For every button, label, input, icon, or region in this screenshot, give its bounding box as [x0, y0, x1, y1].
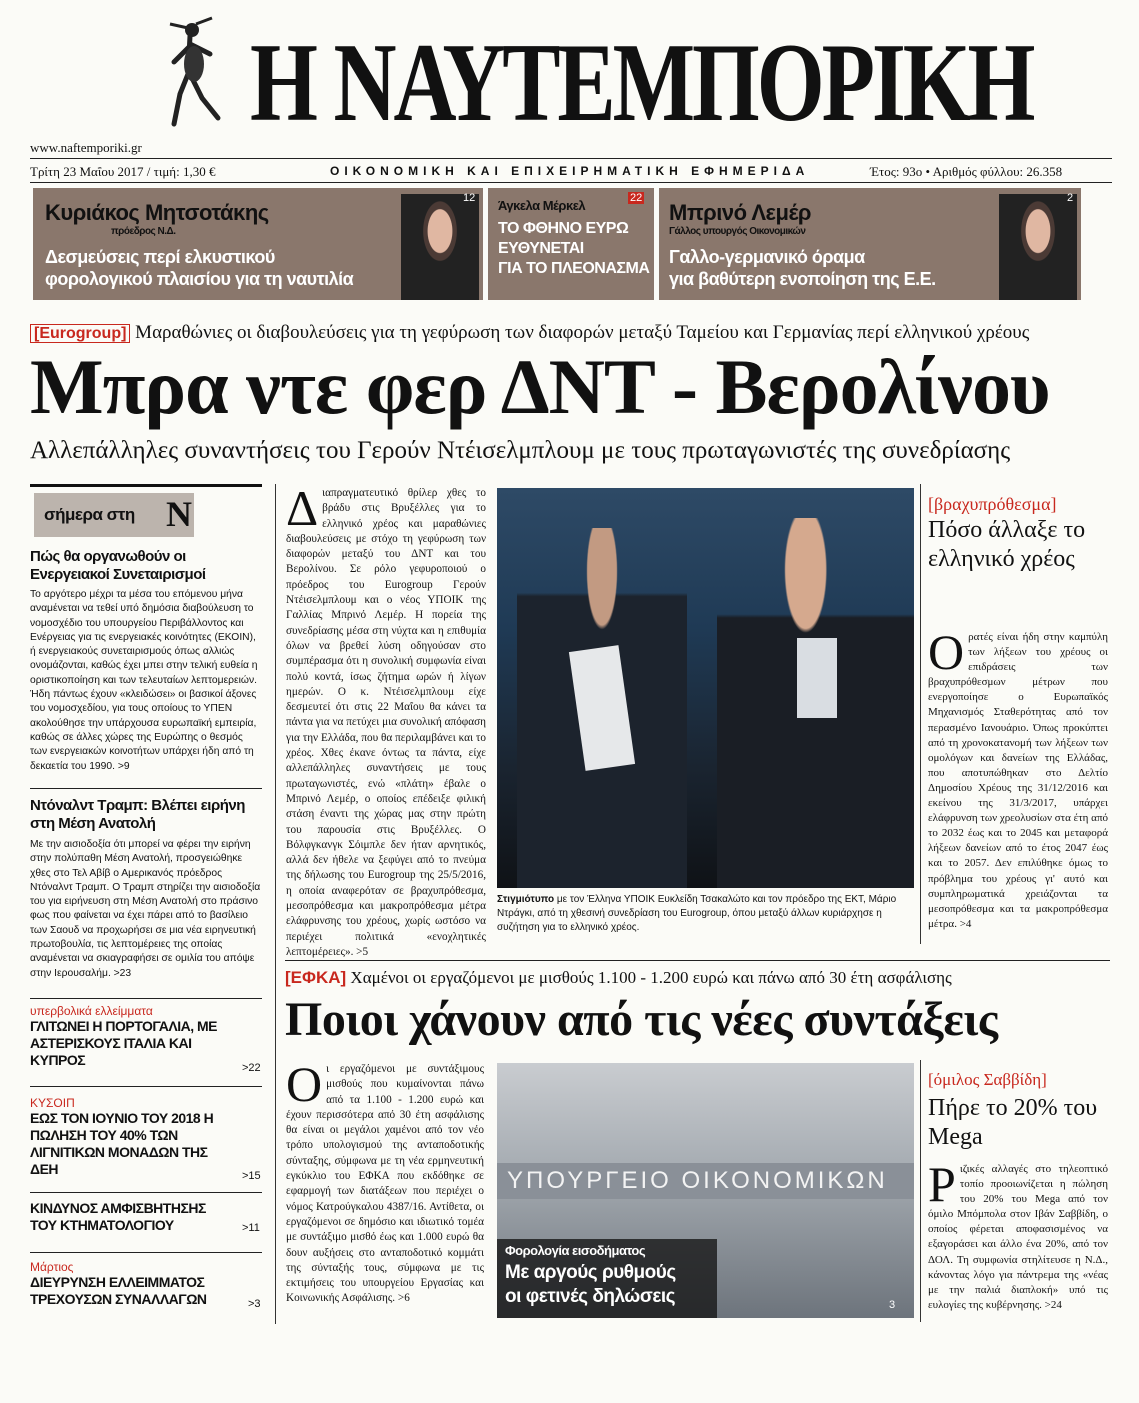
page-ref: 2 [1067, 192, 1074, 204]
masthead-title: Η ΝΑΥΤΕΜΠΟΡΙΚΗ [250, 21, 1033, 145]
teaser-lemaire[interactable] [659, 188, 1081, 300]
page-ref: 22 [630, 192, 643, 204]
overlay-line-1: Με αργούς ρυθμούς [505, 1262, 676, 1283]
dropcap: Ο [286, 1056, 323, 1112]
brief-ref: >11 [242, 1222, 260, 1234]
body-text: ιζικές αλλαγές στο τηλεοπτικό τοπίο προοιωνίζεται η πώληση του 20% του Mega από τον όμιλο Μπόμπολα στον Ιβάν Σαββίδη, ο οποίος φέρεται αποφασισμένος να εξαγοράσει και άλλο ένα 20%, από τον ΔΟΛ. Τη συμφωνία στηλίτευσε η Ν.Δ., κάνοντας λόγο για πάντρεμα της «νέας με την παλιά διαπλοκή» υπό τις ευλογίες της κυβέρνησης. >24 [928, 1163, 1108, 1311]
teaser-headline-1: Δεσμεύσεις περί ελκυστικού [45, 247, 275, 267]
photo-shirt-right [797, 638, 837, 718]
right-story-tag: [όμιλος Σαββίδη] [928, 1070, 1047, 1089]
overlay-line-2: οι φετινές δηλώσεις [505, 1286, 676, 1307]
teaser-role: Γάλλος υπουργός Οικονομικών [669, 226, 806, 237]
teaser-headline-3: ΓΙΑ ΤΟ ΠΛΕΟΝΑΣΜΑ [498, 260, 650, 277]
main-headline[interactable]: Μπρα ντε φερ ΔΝΤ - Βερολίνου [30, 343, 1050, 430]
left-divider [30, 1192, 262, 1193]
column-rule [920, 1060, 921, 1322]
dropcap: Δ [286, 480, 319, 536]
story1-headline[interactable]: Πώς θα οργανωθούν οι Ενεργειακοί Συνεταιρισμοί [30, 548, 206, 583]
column-rule [275, 484, 276, 1324]
brief-kicker: ΚΥΣΟΙΠ [30, 1096, 75, 1110]
brief-text: ΚΙΝΔΥΝΟΣ ΑΜΦΙΣΒΗΤΗΣΗΣ ΤΟΥ ΚΤΗΜΑΤΟΛΟΓΙΟΥ [30, 1200, 206, 1233]
column-rule [920, 484, 921, 944]
teaser-merkel[interactable] [488, 188, 654, 300]
teaser-name: Κυριάκος Μητσοτάκης [45, 200, 269, 225]
website-url[interactable]: www.naftemporiki.gr [30, 140, 142, 155]
issue-number: Έτος: 93ο • Αριθμός φύλλου: 26.358 [870, 164, 1063, 179]
photo-caption [497, 893, 914, 935]
portrait-mitsotakis [401, 194, 479, 300]
caption-lead: Στιγμιότυπο [497, 894, 555, 905]
section-box[interactable] [34, 493, 194, 537]
brief-kicker: υπερβολικά ελλείμματα [30, 1004, 153, 1018]
main-story-body [286, 480, 486, 960]
teaser-name: Άγκελα Μέρκελ [498, 198, 586, 213]
right-story-body [928, 624, 1108, 932]
section-label: σήμερα στη [44, 505, 135, 524]
right-story-headline[interactable]: Πόσο άλλαξε το ελληνικό χρέος [928, 517, 1086, 572]
story2-headline[interactable]: Ντόναλντ Τραμπ: Βλέπει ειρήνη στη Μέση Ανατολή [30, 797, 245, 832]
left-divider [30, 1252, 262, 1253]
body-text: ι εργαζόμενοι με συντάξιμους μισθούς που κυμαίνονται πάνω από τα 1.100 - 1.200 ευρώ και έχουν περισσότερα από 30 έτη ασφάλισης θα είναι οι μεγάλοι χαμένοι από τον νέο τρόπο υπολογισμού της ανταποδοτικής σύνταξης, σύμφωνα με τη νέα ερμηνευτική εγκύκλιο του ΕΦΚΑ που εκδόθηκε σε εφαρμογή των διατάξεων που περιέχει ο νόμος Κατρούγκαλου 4387/16. Αντίθετα, οι εργαζόμενοι σε δημόσιο και ιδιωτικό τομέα με συντάξιμο μισθό έως και 1.000 ευρώ θα δουν αυξήσεις στο ανταποδοτικό κομμάτι της σύνταξής τους, σύμφωνα με τις εκτιμήσεις του υπουργείου Εργασίας και Κοινωνικής Ασφάλισης. >6 [286, 1063, 484, 1305]
section-rule [285, 960, 1110, 961]
page-ref: 3 [889, 1299, 896, 1311]
teaser-headline-2: φορολογικού πλαισίου για τη ναυτιλία [45, 269, 354, 289]
section-logo: N [166, 494, 192, 534]
story2-body: Με την αισιοδοξία ότι μπορεί να φέρει την ειρήνη στην πολύπαθη Μέση Ανατολή, προσγειώθηκε χθες στο Τελ Αβίβ ο Αμερικανός πρόεδρος Ντόναλντ Τραμπ. Ο Τραμπ στηρίζει την αισιοδοξία του για ειρήνευση στη Μέση Ανατολή στο πράσινο φως που φαίνεται να έχει πάρει από το βασίλειο των Σαουδ να προχωρήσει σε μια νέα ειρηνευτική πρωτοβουλία, τις λεπτομέρειες της οποίας αναμένεται να σκιαγραφήσει σε ομιλία του απόψε στην Ιερουσαλήμ. >23 [30, 839, 261, 979]
overlay-box[interactable] [497, 1239, 717, 1318]
brief-item[interactable] [30, 1200, 262, 1234]
brief-item[interactable] [30, 1260, 262, 1308]
brief-text: ΔΙΕΥΡΥΝΣΗ ΕΛΛΕΙΜΜΑΤΟΣ ΤΡΕΧΟΥΣΩΝ ΣΥΝΑΛΛΑΓΩΝ [30, 1274, 207, 1307]
tagline: ΟΙΚΟΝΟΜΙΚΗ ΚΑΙ ΕΠΙΧΕΙΡΗΜΑΤΙΚΗ ΕΦΗΜΕΡΙΔΑ [330, 164, 810, 178]
brief-text: ΕΩΣ ΤΟΝ ΙΟΥΝΙΟ ΤΟΥ 2018 Η ΠΩΛΗΣΗ ΤΟΥ 40% ΤΩΝ ΛΙΓΝΙΤΙΚΩΝ ΜΟΝΑΔΩΝ ΤΗΣ ΔΕΗ [30, 1110, 214, 1177]
teaser-mitsotakis[interactable] [33, 188, 483, 300]
brief-item[interactable] [30, 1096, 262, 1182]
overlay-kicker: Φορολογία εισοδήματος [505, 1243, 646, 1258]
left-divider [30, 1086, 262, 1087]
body-text: ρατές είναι ήδη στην καμπύλη των λήξεων του χρέους οι επιδράσεις των βραχυπρόθεσμων μέτρων που ενεργοποίησε ο Ευρωπαϊκός Μηχανισμός Σταθερότητας από τον περασμένο Ιανουάριο. Όπως προκύπτει από τη χρονοκατανομή των λήξεων των ομολόγων και δανείων της Ελλάδας, που αποτυπώθηκαν στο Δελτίο Δημοσίου Χρέους της 31/12/2016 και εκείνου της 31/3/2017, υπάρχει ελάφρυνση των χρεολυσίων στα έτη από το 2032 έως και το 2045 και μεταφορά λήξεων δανείων από το έτος 2047 έως και το 2057. Δεν επιλύθηκε όμως το πρόβλημα του χρέους γι' αυτό και συμπληρωματικά χρειάζονται τα μεσοπρόθεσμα και τα μακροπρόθεσμα μέτρα. >4 [928, 631, 1108, 930]
brief-text: ΓΛΙΤΩΝΕΙ Η ΠΟΡΤΟΓΑΛΙΑ, ΜΕ ΑΣΤΕΡΙΣΚΟΥΣ ΙΤΑΛΙΑ ΚΑΙ ΚΥΠΡΟΣ [30, 1018, 218, 1068]
second-headline[interactable]: Ποιοι χάνουν από τις νέες συντάξεις [285, 993, 998, 1046]
brief-item[interactable] [30, 1004, 262, 1074]
main-subhead: Αλλεπάλληλες συναντήσεις του Γερούν Ντέισελμπλουμ με τους πρωταγωνιστές της συνεδρίασης [30, 437, 1011, 464]
caption-text: με τον Έλληνα ΥΠΟΙΚ Ευκλείδη Τσακαλώτο και τον πρόεδρο της ΕΚΤ, Μάριο Ντράγκι, από τη χθεσινή συνεδρίαση του Eurogroup, όπου μεταξύ άλλων κυριάρχησε η συζήτηση για το ελληνικό χρέος. [497, 894, 897, 933]
left-divider [30, 788, 262, 789]
dropcap: Ο [928, 624, 965, 680]
page-ref: 12 [463, 192, 476, 204]
left-col-rule [30, 484, 262, 487]
portrait-lemaire [999, 194, 1077, 300]
brief-ref: >3 [248, 1298, 261, 1310]
story1-body: Το αργότερο μέχρι τα μέσα του επόμενου μήνα αναμένεται να τεθεί υπό δημόσια διαβούλευση το νομοσχέδιο του υπουργείου Περιβάλλοντος και Ενέργειας για τις ενεργειακές κοινότητες (ΕΚΟΙΝ), ή ενεργειακούς συνεταιρισμούς όπως αλλιώς ονομάζονται, καθώς έχει μπει στην τελική ευθεία η οριστικοποίηση και των τελευταίων λεπτομερειών. Ήδη πάντως έχουν «κλειδώσει» οι βασικοί άξονες του νομοσχεδίου, για τους οποίους το ΥΠΕΝ ακολούθησε την υπάρχουσα ευρωπαϊκή εμπειρία, καθώς σε άλλες χώρες της Ευρώπης ο θεσμός των ενεργειακών κοινοτήτων υπάρχει ήδη από τη δεκαετία του 1990. >9 [30, 589, 258, 772]
ministry-sign [497, 1163, 914, 1199]
right-story-headline[interactable]: Πήρε το 20% του Mega [928, 1095, 1098, 1150]
teaser-headline-1: ΤΟ ΦΘΗΝΟ ΕΥΡΩ [498, 220, 629, 237]
second-kicker [285, 968, 952, 988]
brief-ref: >22 [242, 1062, 261, 1074]
masthead-rule [30, 158, 1112, 159]
right-story-body [928, 1156, 1108, 1313]
teaser-name: Μπρινό Λεμέρ [669, 200, 811, 225]
kicker-text: Μαραθώνιες οι διαβουλεύσεις για τη γεφύρωση των διαφορών μεταξύ Ταμείου και Γερμανίας περί ελληνικού χρέους [135, 322, 1030, 343]
masthead-rule-bottom [30, 182, 1112, 183]
brief-ref: >15 [242, 1170, 261, 1182]
kicker-tag: [ΕΦΚΑ] [285, 968, 347, 987]
kicker-tag: [Eurogroup] [30, 324, 130, 343]
teaser-role: πρόεδρος Ν.Δ. [111, 226, 176, 237]
teaser-headline-2: ΕΥΘΥΝΕΤΑΙ [498, 240, 584, 257]
brief-kicker: Μάρτιος [30, 1260, 74, 1274]
left-divider [30, 998, 262, 999]
logo-figure-icon [160, 14, 232, 132]
dropcap: Ρ [928, 1156, 956, 1212]
body-text: ιαπραγματευτικό θρίλερ χθες το βράδυ στις Βρυξέλλες για το ελληνικό χρέος και μαραθώνιες διαβουλεύσεις με στόχο τη γεφύρωση των διαφορών μεταξύ του ΔΝΤ και του Βερολίνου. Σε ρόλο γεφυροποιού ο πρόεδρος του Eurogroup Γερούν Ντέισελμπλουμ και ο νέος ΥΠΟΙΚ της Γαλλίας Μπρινό Λεμέρ. Η πορεία της συνεδρίασης μέσα στη νύχτα και η επιθυμία όλων να βρεθεί λύση οδηγούσαν στο συμπέρασμα ότι η συνολική συμφωνία είναι πολύ κοντά, ίσως ζήτημα ωρών ή λίγων ημερών. Ο κ. Ντέισελμπλουμ είχε δεσμευτεί ότι στις 22 Μαΐου θα κάνει τα πάντα για να πετύχει μια συνολική απόφαση για την Ελλάδα, που θα περιλαμβάνει και το χρέος. Χθες έκανε όντως τα πάντα, είχε αλλεπάλληλες συναντήσεις με τους πρωταγωνιστές, ενώ «πλάτη» έβαλε ο Μπρινό Λεμέρ, ο οποίος επέδειξε φιλική στάση έναντι της χώρας μας στην πρώτη του παρουσία στις Βρυξέλλες. Ο Βόλφγκανγκ Σόιμπλε δεν ήταν αρνητικός, αλλά δεν ήθελε να ξεφύγει από το πνεύμα της δήλωσης του Eurogroup της 25/5/2016, η οποία αναφερόταν σε βραχυπρόθεσμα, μεσοπρόθεσμα και μακροπρόθεσμα μέτρα ελάφρυνσης του χρέους, χωρίς ωστόσο να περιέχει πολιτικά «ενοχλητικές λεπτομέρειες». >5 [286, 487, 486, 958]
second-story-body [286, 1056, 484, 1307]
teaser-headline-1: Γαλλο-γερμανικό όραμα [669, 247, 865, 267]
eurogroup-photo [497, 488, 914, 888]
main-kicker [30, 322, 1029, 344]
sign-text: ΥΠΟΥΡΓΕΙΟ ΟΙΚΟΝΟΜΙΚΩΝ [507, 1167, 888, 1194]
ministry-photo [497, 1063, 914, 1318]
teaser-headline-2: για βαθύτερη ενοποίηση της Ε.Ε. [669, 269, 936, 289]
dateline: Τρίτη 23 Μαΐου 2017 / τιμή: 1,30 € [30, 164, 216, 179]
kicker-text: Χαμένοι οι εργαζόμενοι με μισθούς 1.100 - 1.200 ευρώ και πάνω από 30 έτη ασφάλισης [350, 968, 952, 987]
right-story-tag: [βραχυπρόθεσμα] [928, 494, 1057, 514]
